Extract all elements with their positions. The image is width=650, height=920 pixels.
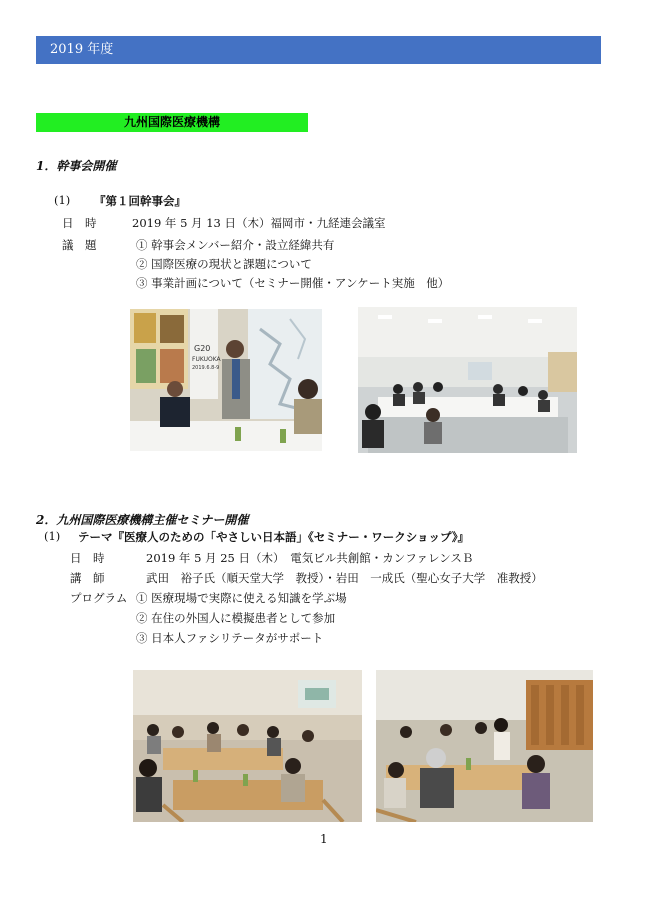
year-banner xyxy=(36,36,601,64)
poster-text-1: G20 xyxy=(194,344,211,353)
organization-label: 九州国際医療機構 xyxy=(36,113,308,132)
poster-text-3: 2019.6.8-9 xyxy=(192,365,220,371)
agenda-item: ② 国際医療の現状と課題について xyxy=(136,257,312,271)
photo-workshop-room xyxy=(133,670,362,822)
program-item: ③ 日本人ファシリテータがサポート xyxy=(136,631,324,645)
section1-item-title: 『第１回幹事会』 xyxy=(94,194,186,208)
section2-lecturer-label: 講 師 xyxy=(70,571,105,585)
section1-date-value: 2019 年 5 月 13 日（木）福岡市・九経連会議室 xyxy=(132,216,386,230)
photo-conference-room xyxy=(358,307,577,453)
section2-date-value: 2019 年 5 月 25 日（木） 電気ビル共創館・カンファレンスＢ xyxy=(146,551,474,565)
section1-date-label: 日 時 xyxy=(62,216,97,230)
section2-date-label: 日 時 xyxy=(70,551,105,565)
program-item: ① 医療現場で実際に使える知識を学ぶ場 xyxy=(136,591,347,605)
section2-item-title: テーマ『医療人のための「やさしい日本語」《セミナー・ワークショップ》』 xyxy=(78,530,470,544)
photo-meeting-speaker xyxy=(130,309,322,451)
section2-title: 2．九州国際医療機構主催セミナー開催 xyxy=(36,513,249,527)
section1-title: 1．幹事会開催 xyxy=(36,159,117,173)
agenda-item: ① 幹事会メンバー紹介・設立経緯共有 xyxy=(136,238,335,252)
section2-program-label: プログラム xyxy=(70,591,128,605)
year-label: 2019 年度 xyxy=(50,42,114,57)
section2-lecturer-value: 武田 裕子氏（順天堂大学 教授）・岩田 一成氏（聖心女子大学 准教授） xyxy=(146,571,543,585)
program-item: ② 在住の外国人に模擬患者として参加 xyxy=(136,611,336,625)
photo-group-discussion xyxy=(376,670,593,822)
page-number: 1 xyxy=(320,832,328,846)
section1-agenda-label: 議 題 xyxy=(62,238,97,252)
agenda-item: ③ 事業計画について（セミナー開催・アンケート実施 他） xyxy=(136,276,450,290)
section1-item-number: (1) xyxy=(54,193,71,207)
poster-text-2: FUKUOKA xyxy=(192,356,221,363)
section2-item-number: (1) xyxy=(44,529,61,543)
